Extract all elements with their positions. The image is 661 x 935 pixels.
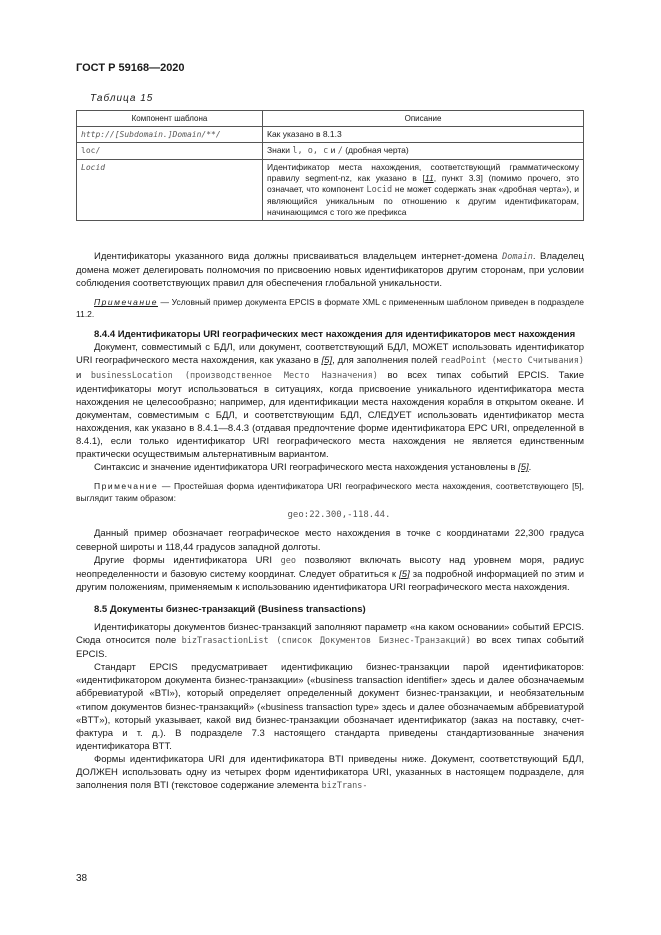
code-inline: bizTrans- <box>321 781 368 792</box>
reference-link[interactable]: 11 <box>424 173 434 183</box>
text-run: (дробная черта) <box>342 145 409 155</box>
paragraph <box>76 753 584 793</box>
text-run: не может содержать знак «дробная черта»), и являющийся уникальным по отношению к другим идентификаторам, начинающимся с того же префикса <box>267 184 579 217</box>
body-text-block-1 <box>76 250 584 793</box>
text-run: и <box>328 145 338 155</box>
table-cell-description: Как указано в 8.1.3 <box>263 127 584 143</box>
text-run: позволяют включать высоту над уровнем моря, радиус неопределенности и базовую систему координат. Следует обратиться к <box>76 554 584 580</box>
paragraph: Данный пример обозначает географическое место нахождения в точке с координатами 22,300 градуса северной широты и 118,44 градусов западной долготы. <box>76 528 584 553</box>
code-inline: businessLocation (производственное Место Назначения) <box>90 370 378 381</box>
text-run: Идентификатор места нахождения, соответствующий грамматическому правилу segment-nz, как указано в [ <box>267 162 579 183</box>
reference-link[interactable]: [5] <box>399 568 410 580</box>
reference-link[interactable]: [5] <box>321 355 333 367</box>
note-label: Примечание <box>94 481 159 492</box>
text-run: , пункт 3.3] (помимо прочего, это означает, что компонент <box>267 173 579 194</box>
note-text: — Условный пример документа EPCIS в формате XML с примененным шаблоном приведен в подразделе 11.2. <box>76 297 584 320</box>
table-row <box>77 127 584 143</box>
paragraph <box>76 341 584 461</box>
text-run: Формы идентификатора URI для идентификатора BTI приведены ниже. Документ, соответствующий БДЛ, ДОЛЖЕН использовать одну из четырех форм идентификатора URI, указанных в настоящем подразделе, для заполнения поля BTI (текстовое содержание элемента <box>76 753 584 792</box>
table-cell-description <box>263 160 584 221</box>
table-header-description: Описание <box>263 111 584 127</box>
code-inline: geo <box>280 555 296 566</box>
note-text: — Простейшая форма идентификатора URI географического места нахождения, соответствующего [5], выглядит таким образом: <box>76 481 584 504</box>
table-cell-component: http://[Subdomain.]Domain/**/ <box>77 127 263 143</box>
reference-link[interactable]: [5] <box>518 462 529 474</box>
code-inline: / <box>337 146 343 156</box>
text-run: Другие формы идентификатора URI <box>94 554 281 566</box>
text-run: Документ, совместимый с БДЛ, или документ, соответствующий БДЛ, МОЖЕТ использовать идентификатор URI географического места нахождения, как указано в <box>76 342 584 367</box>
code-inline: l, o, c <box>292 146 329 156</box>
text-run: Идентификаторы документов бизнес-транзакций заполняют параметр «на каком основании» событий EPCIS. Сюда относится поле <box>76 621 584 647</box>
paragraph <box>76 554 584 594</box>
table-row <box>77 160 584 221</box>
text-run: Синтаксис и значение идентификатора URI географического места нахождения установлены в <box>94 462 519 474</box>
note <box>76 296 584 320</box>
table-header-row <box>77 111 584 127</box>
text-run: за подробной информацией по этим и другим положениям, применяемым к использованию идентификатора URI географического места нахождения. <box>76 568 585 593</box>
table-cell-component: Locid <box>77 160 263 221</box>
table-row <box>77 143 584 160</box>
code-inline: Domain <box>502 252 533 262</box>
code-inline: readPoint (место Считывания) <box>440 356 584 367</box>
paragraph: Стандарт EPCIS предусматривает идентификацию бизнес-транзакции парой идентификаторов: «идентификатором документа бизнес-транзакции» («business transaction identifier» здесь и далее обозначаемым аббревиатурой «BTI»), который определяет определенный документ бизнес-транзакции, и необязательным «типом документов бизнес-транзакций» («business transaction type» здесь и далее обозначаемым аббревиатурой «BTT»), который указывает, какой вид бизнес-транзакции обозначает идентификатор (заказ на поставку, счет-фактура и т. д.). В подразделе 7.3 настоящего стандарта приведены стандартизованные значения идентификатора BTT. <box>76 662 584 752</box>
geo-code-example: geo:22.300,-118.44. <box>287 510 391 521</box>
table-header-component: Компонент шаблона <box>77 111 263 127</box>
standard-header: ГОСТ Р 59168—2020 <box>76 62 185 74</box>
table-cell-description <box>263 143 584 160</box>
text-run: Идентификаторы указанного вида должны присваиваться владельцем интернет-домена <box>94 251 503 262</box>
note-label: Примечание <box>94 297 158 308</box>
note <box>76 480 584 504</box>
table-cell-component: loc/ <box>77 143 263 160</box>
text-run: . <box>528 462 532 474</box>
text-run: Знаки <box>267 145 293 155</box>
text-run: во всех типах событий EPCIS. Такие идентификаторы могут использоваться в ситуациях, когда присвоение уникального идентификатора места нахождения не целесообразно; например, для идентификации места нахождения корабля в открытом океане. И документам, совместимым с БДЛ, и соответствующим БДЛ, СЛЕДУЕТ использовать идентификатор места нахождения, как указано в 8.4.1—8.4.3 (отдавая предпочтение форме идентификатора EPC URI, определенной в 8.4.1), если только идентификатор URI географического места нахождения не является единственным практически осуществимым альтернативным вариантом. <box>76 369 585 461</box>
code-inline: Locid <box>366 185 393 195</box>
paragraph <box>76 250 584 290</box>
page-number: 38 <box>76 873 88 884</box>
table-caption: Таблица 15 <box>90 93 154 104</box>
text-run: во всех типах событий EPCIS. <box>76 635 584 661</box>
text-run: и <box>76 369 91 381</box>
text-run: , для заполнения полей <box>332 355 441 367</box>
section-heading-8-5: 8.5 Документы бизнес-транзакций (Business transactions) <box>94 603 366 615</box>
paragraph <box>76 461 584 474</box>
template-table <box>76 110 584 221</box>
paragraph <box>76 621 584 661</box>
section-heading-8-4-4: 8.4.4 Идентификаторы URI географических мест нахождения для идентификаторов мест нахождения <box>94 329 576 341</box>
text-run: . Владелец домена может делегировать полномочия по присвоению новых идентификаторов другим сторонам, при условии соблюдения соответствующих правил для обеспечения глобальной уникальности. <box>76 251 584 290</box>
code-inline: bizTrasactionList (список Документов Бизнес-Транзакций) <box>181 636 471 647</box>
